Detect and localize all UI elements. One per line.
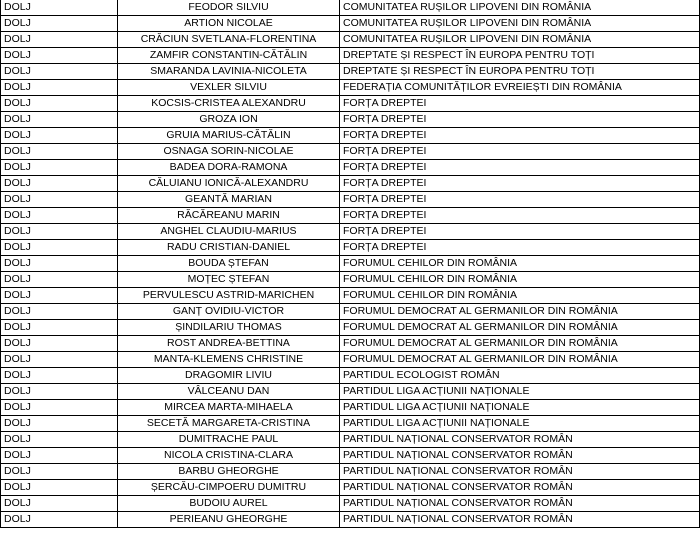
county-cell: DOLJ [1,384,118,400]
county-cell: DOLJ [1,240,118,256]
party-cell: COMUNITATEA RUȘILOR LIPOVENI DIN ROMÂNIA [340,16,700,32]
county-cell: DOLJ [1,288,118,304]
county-cell: DOLJ [1,224,118,240]
candidate-name-cell: NICOLA CRISTINA-CLARA [118,448,340,464]
party-cell: COMUNITATEA RUȘILOR LIPOVENI DIN ROMÂNIA [340,32,700,48]
party-cell: FORUMUL DEMOCRAT AL GERMANILOR DIN ROMÂNIA [340,304,700,320]
candidate-name-cell: ANGHEL CLAUDIU-MARIUS [118,224,340,240]
party-cell: PARTIDUL LIGA ACȚIUNII NAȚIONALE [340,384,700,400]
table-row [1,80,700,96]
candidate-name-cell: DRAGOMIR LIVIU [118,368,340,384]
county-cell: DOLJ [1,400,118,416]
party-cell: FORȚA DREPTEI [340,144,700,160]
county-cell: DOLJ [1,48,118,64]
county-cell: DOLJ [1,80,118,96]
table-row [1,144,700,160]
county-cell: DOLJ [1,464,118,480]
party-cell: FORUMUL DEMOCRAT AL GERMANILOR DIN ROMÂNIA [340,352,700,368]
party-cell: FEDERAȚIA COMUNITĂȚILOR EVREIEȘTI DIN ROMÂNIA [340,80,700,96]
candidate-name-cell: RĂCĂREANU MARIN [118,208,340,224]
party-cell: PARTIDUL NAȚIONAL CONSERVATOR ROMÂN [340,480,700,496]
party-cell: DREPTATE ȘI RESPECT ÎN EUROPA PENTRU TOȚI [340,64,700,80]
party-cell: FORȚA DREPTEI [340,96,700,112]
table-row [1,464,700,480]
table-row [1,512,700,528]
candidate-name-cell: CRĂCIUN SVETLANA-FLORENTINA [118,32,340,48]
party-cell: PARTIDUL LIGA ACȚIUNII NAȚIONALE [340,400,700,416]
table-row [1,16,700,32]
county-cell: DOLJ [1,256,118,272]
candidate-name-cell: BARBU GHEORGHE [118,464,340,480]
county-cell: DOLJ [1,352,118,368]
table-row [1,192,700,208]
party-cell: FORȚA DREPTEI [340,192,700,208]
table-row [1,368,700,384]
table-row [1,496,700,512]
candidate-name-cell: CĂLUIANU IONICĂ-ALEXANDRU [118,176,340,192]
table-row [1,240,700,256]
party-cell: PARTIDUL LIGA ACȚIUNII NAȚIONALE [340,416,700,432]
candidate-name-cell: FEODOR SILVIU [118,0,340,16]
county-cell: DOLJ [1,416,118,432]
candidate-name-cell: PERIEANU GHEORGHE [118,512,340,528]
table-row [1,384,700,400]
candidate-name-cell: MANTA-KLEMENS CHRISTINE [118,352,340,368]
candidate-name-cell: BUDOIU AUREL [118,496,340,512]
county-cell: DOLJ [1,208,118,224]
candidate-name-cell: BOUDA ȘTEFAN [118,256,340,272]
candidate-name-cell: GROZA ION [118,112,340,128]
candidate-name-cell: ARTION NICOLAE [118,16,340,32]
candidate-name-cell: GEANTĂ MARIAN [118,192,340,208]
candidate-table-body [1,0,700,528]
table-row [1,208,700,224]
county-cell: DOLJ [1,96,118,112]
county-cell: DOLJ [1,144,118,160]
table-row [1,400,700,416]
county-cell: DOLJ [1,176,118,192]
table-row [1,256,700,272]
table-row [1,448,700,464]
county-cell: DOLJ [1,368,118,384]
county-cell: DOLJ [1,336,118,352]
table-row [1,432,700,448]
county-cell: DOLJ [1,64,118,80]
party-cell: FORUMUL CEHILOR DIN ROMÂNIA [340,272,700,288]
candidate-name-cell: VÂLCEANU DAN [118,384,340,400]
county-cell: DOLJ [1,16,118,32]
party-cell: FORȚA DREPTEI [340,112,700,128]
candidate-name-cell: ROST ANDREA-BETTINA [118,336,340,352]
table-row [1,352,700,368]
table-row [1,112,700,128]
table-row [1,336,700,352]
county-cell: DOLJ [1,512,118,528]
party-cell: FORȚA DREPTEI [340,176,700,192]
county-cell: DOLJ [1,448,118,464]
candidate-name-cell: BADEA DORA-RAMONA [118,160,340,176]
party-cell: FORUMUL DEMOCRAT AL GERMANILOR DIN ROMÂNIA [340,320,700,336]
candidate-name-cell: DUMITRACHE PAUL [118,432,340,448]
county-cell: DOLJ [1,0,118,16]
party-cell: FORȚA DREPTEI [340,128,700,144]
party-cell: FORȚA DREPTEI [340,240,700,256]
table-row [1,176,700,192]
candidate-name-cell: KOCSIS-CRISTEA ALEXANDRU [118,96,340,112]
candidate-name-cell: SECETĂ MARGARETA-CRISTINA [118,416,340,432]
table-row [1,304,700,320]
county-cell: DOLJ [1,432,118,448]
party-cell: FORȚA DREPTEI [340,208,700,224]
candidate-name-cell: PERVULESCU ASTRID-MARICHEN [118,288,340,304]
county-cell: DOLJ [1,160,118,176]
party-cell: PARTIDUL NAȚIONAL CONSERVATOR ROMÂN [340,464,700,480]
county-cell: DOLJ [1,304,118,320]
party-cell: PARTIDUL NAȚIONAL CONSERVATOR ROMÂN [340,512,700,528]
party-cell: FORȚA DREPTEI [340,160,700,176]
table-row [1,48,700,64]
table-row [1,96,700,112]
candidate-name-cell: SMARANDA LAVINIA-NICOLETA [118,64,340,80]
county-cell: DOLJ [1,272,118,288]
party-cell: PARTIDUL NAȚIONAL CONSERVATOR ROMÂN [340,496,700,512]
table-row [1,416,700,432]
candidate-name-cell: ȘINDILARIU THOMAS [118,320,340,336]
candidate-name-cell: RADU CRISTIAN-DANIEL [118,240,340,256]
table-row [1,64,700,80]
party-cell: FORȚA DREPTEI [340,224,700,240]
candidate-name-cell: MIRCEA MARTA-MIHAELA [118,400,340,416]
party-cell: PARTIDUL NAȚIONAL CONSERVATOR ROMÂN [340,432,700,448]
candidate-name-cell: GRUIA MARIUS-CĂTĂLIN [118,128,340,144]
table-row [1,160,700,176]
county-cell: DOLJ [1,320,118,336]
county-cell: DOLJ [1,480,118,496]
table-row [1,224,700,240]
table-row [1,32,700,48]
candidate-name-cell: ȘERCĂU-CIMPOERU DUMITRU [118,480,340,496]
table-row [1,272,700,288]
table-row [1,0,700,16]
county-cell: DOLJ [1,496,118,512]
table-row [1,320,700,336]
party-cell: DREPTATE ȘI RESPECT ÎN EUROPA PENTRU TOȚI [340,48,700,64]
party-cell: COMUNITATEA RUȘILOR LIPOVENI DIN ROMÂNIA [340,0,700,16]
party-cell: FORUMUL CEHILOR DIN ROMÂNIA [340,288,700,304]
county-cell: DOLJ [1,128,118,144]
table-row [1,128,700,144]
candidate-name-cell: VEXLER SILVIU [118,80,340,96]
county-cell: DOLJ [1,192,118,208]
party-cell: PARTIDUL ECOLOGIST ROMÂN [340,368,700,384]
candidate-name-cell: ZAMFIR CONSTANTIN-CĂTĂLIN [118,48,340,64]
table-row [1,480,700,496]
party-cell: PARTIDUL NAȚIONAL CONSERVATOR ROMÂN [340,448,700,464]
county-cell: DOLJ [1,32,118,48]
party-cell: FORUMUL CEHILOR DIN ROMÂNIA [340,256,700,272]
candidate-name-cell: GANȚ OVIDIU-VICTOR [118,304,340,320]
candidate-name-cell: OSNAGA SORIN-NICOLAE [118,144,340,160]
party-cell: FORUMUL DEMOCRAT AL GERMANILOR DIN ROMÂNIA [340,336,700,352]
county-cell: DOLJ [1,112,118,128]
table-row [1,288,700,304]
candidate-name-cell: MOȚEC ȘTEFAN [118,272,340,288]
